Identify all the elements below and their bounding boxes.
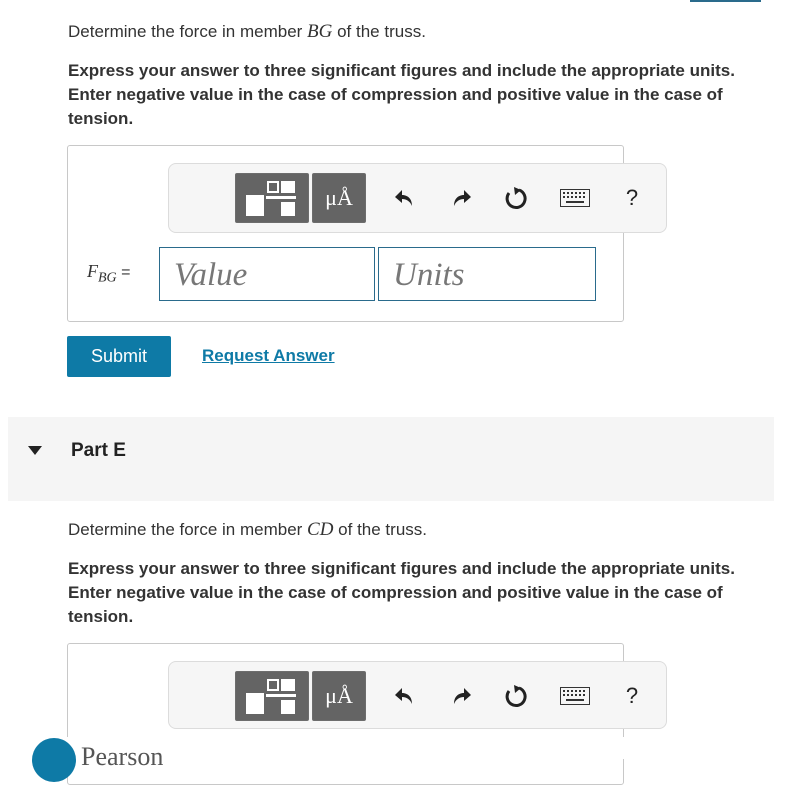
help-button[interactable] [614,178,650,218]
keyboard-icon [560,687,590,705]
question-text-e: Determine the force in member CD of the truss. [68,519,427,540]
keyboard-icon [560,189,590,207]
reset-button-e[interactable] [498,676,534,716]
templates-icon [236,672,308,720]
caret-down-icon [28,446,42,456]
keyboard-button[interactable] [555,178,595,218]
instructions-text-e: Express your answer to three significant figures and include the appropriate units. Enter negative value in the case of compression and positive value in the case of tension. [68,559,735,626]
instructions-text: Express your answer to three significant figures and include the appropriate units. Enter negative value in the case of compression and positive value in the case of tension. [68,61,735,128]
redo-button-e[interactable] [443,676,479,716]
templates-button-e[interactable] [235,671,309,721]
top-link-underline [690,0,761,2]
undo-button[interactable] [387,178,423,218]
help-icon: ? [625,683,639,708]
variable-label: $F_{BG}$ = [87,261,131,286]
question-text: Determine the force in member BG of the truss. [68,21,426,42]
units-button-e[interactable] [312,671,366,721]
undo-icon [393,186,417,210]
reset-icon [503,683,529,709]
redo-button[interactable] [443,178,479,218]
answer-box [67,145,639,322]
pearson-brand: Pearson [81,742,164,771]
math-toolbar-e [168,661,667,729]
units-icon: μÅ [325,185,353,210]
pearson-logo-icon [32,738,76,782]
units-icon: μÅ [325,683,353,708]
part-e-title: Part E [71,440,126,461]
templates-icon [236,174,308,222]
keyboard-button-e[interactable] [555,676,595,716]
reset-icon [503,185,529,211]
help-button-e[interactable] [614,676,650,716]
request-answer-link[interactable]: Request Answer [202,346,335,365]
templates-button[interactable] [235,173,309,223]
undo-button-e[interactable] [387,676,423,716]
reset-button[interactable] [498,178,534,218]
help-icon: ? [625,185,639,210]
redo-icon [449,684,473,708]
submit-button[interactable]: Submit [67,336,171,377]
value-input[interactable]: Value [159,247,375,301]
math-toolbar [168,163,667,233]
redo-icon [449,186,473,210]
units-button[interactable] [312,173,366,223]
units-input[interactable]: Units [378,247,596,301]
undo-icon [393,684,417,708]
